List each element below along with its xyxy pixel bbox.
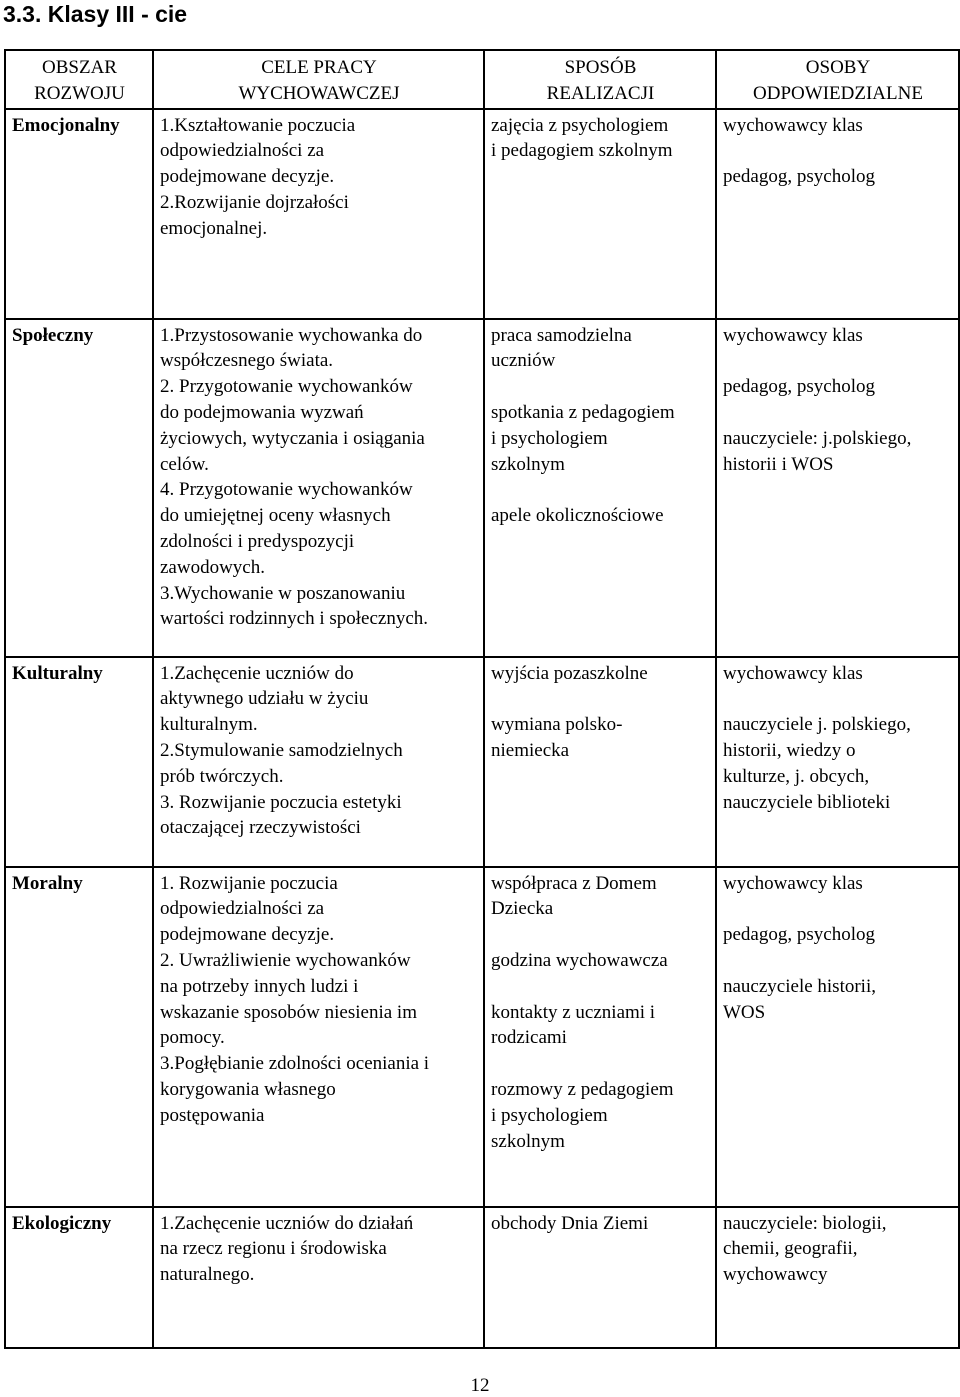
table-row <box>5 1207 959 1348</box>
goal-line: pomocy. <box>160 1027 225 1049</box>
goal-line: zawodowych. <box>160 556 265 578</box>
goal-line: kulturalnym. <box>160 714 258 736</box>
method-line: szkolnym <box>491 1130 565 1152</box>
method-line: i psychologiem <box>491 427 608 449</box>
goal-line: 1.Przystosowanie wychowanka do <box>160 324 423 346</box>
goal-line: 2. Przygotowanie wychowanków <box>160 376 413 398</box>
goal-line: 3. Rozwijanie poczucia estetyki <box>160 791 402 813</box>
person-item <box>723 922 953 948</box>
method-line: szkolnym <box>491 453 565 475</box>
method-line: wymiana polsko- <box>491 714 623 736</box>
method-line: uczniów <box>491 350 556 372</box>
table-body <box>5 109 959 1348</box>
table-row <box>5 109 959 319</box>
area-cell: Kulturalny <box>5 657 153 867</box>
method-line: godzina wychowawcza <box>491 949 668 971</box>
goal-line: na potrzeby innych ludzi i <box>160 975 359 997</box>
method-line: spotkania z pedagogiem <box>491 401 675 423</box>
method-line: zajęcia z psychologiem <box>491 114 669 136</box>
person-item <box>723 1211 953 1288</box>
area-cell: Emocjonalny <box>5 109 153 319</box>
person-line: nauczyciele: j.polskiego, <box>723 427 912 449</box>
method-line: obchody Dnia Ziemi <box>491 1212 649 1234</box>
goal-line: wartości rodzinnych i społecznych. <box>160 608 429 630</box>
header-persons: OSOBY ODPOWIEDZIALNE <box>716 50 959 109</box>
method-line: współpraca z Domem <box>491 872 657 894</box>
table-row <box>5 657 959 867</box>
person-line: pedagog, psycholog <box>723 376 875 398</box>
method-line: rozmowy z pedagogiem <box>491 1078 674 1100</box>
method-item <box>491 503 710 529</box>
person-line: WOS <box>723 1001 766 1023</box>
goals-cell <box>153 867 484 1207</box>
persons-cell <box>716 1207 959 1348</box>
methods-cell <box>484 1207 716 1348</box>
person-item <box>723 426 953 478</box>
goal-line: podejmowane decyzje. <box>160 924 335 946</box>
goal-line: współczesnego świata. <box>160 350 334 372</box>
goal-line: 2.Stymulowanie samodzielnych <box>160 739 403 761</box>
goal-line: 3.Wychowanie w poszanowaniu <box>160 582 406 604</box>
goal-line: odpowiedzialności za <box>160 898 325 920</box>
person-line: nauczyciele j. polskiego, <box>723 714 911 736</box>
person-line: wychowawcy klas <box>723 662 863 684</box>
goal-line: prób twórczych. <box>160 765 284 787</box>
goal-line: postępowania <box>160 1104 265 1126</box>
table-row <box>5 319 959 657</box>
person-line: historii i WOS <box>723 453 834 475</box>
person-line: nauczyciele historii, <box>723 975 876 997</box>
goal-line: 1.Kształtowanie poczucia <box>160 114 356 136</box>
table-row <box>5 867 959 1207</box>
goal-line: 4. Przygotowanie wychowanków <box>160 479 413 501</box>
method-line: niemiecka <box>491 739 570 761</box>
persons-cell <box>716 657 959 867</box>
goal-line: życiowych, wytyczania i osiągania <box>160 427 425 449</box>
person-line: nauczyciele biblioteki <box>723 791 891 813</box>
person-item <box>723 661 953 687</box>
goal-line: otaczającej rzeczywistości <box>160 817 361 839</box>
goal-line: 3.Pogłębianie zdolności oceniania i <box>160 1053 430 1075</box>
method-item <box>491 661 710 687</box>
person-line: pedagog, psycholog <box>723 924 875 946</box>
method-item <box>491 1000 710 1052</box>
goals-cell <box>153 319 484 657</box>
goals-cell <box>153 109 484 319</box>
person-item <box>723 113 953 139</box>
method-item <box>491 400 710 477</box>
goal-line: na rzecz regionu i środowiska <box>160 1238 387 1260</box>
person-line: kulturze, j. obcych, <box>723 765 870 787</box>
person-line: wychowawcy klas <box>723 872 863 894</box>
method-line: wyjścia pozaszkolne <box>491 662 648 684</box>
goal-line: naturalnego. <box>160 1264 255 1286</box>
person-item <box>723 164 953 190</box>
method-item <box>491 323 710 375</box>
goal-line: wskazanie sposobów niesienia im <box>160 1001 417 1023</box>
method-line: i pedagogiem szkolnym <box>491 140 673 162</box>
goal-line: zdolności i predyspozycji <box>160 530 355 552</box>
method-line: i psychologiem <box>491 1104 608 1126</box>
person-line: historii, wiedzy o <box>723 739 856 761</box>
methods-cell <box>484 867 716 1207</box>
method-line: apele okolicznościowe <box>491 505 664 527</box>
persons-cell <box>716 319 959 657</box>
goal-line: 1.Zachęcenie uczniów do działań <box>160 1212 414 1234</box>
goal-line: celów. <box>160 453 209 475</box>
goal-line: odpowiedzialności za <box>160 140 325 162</box>
methods-cell <box>484 319 716 657</box>
method-line: rodzicami <box>491 1027 567 1049</box>
goals-cell <box>153 1207 484 1348</box>
education-plan-table <box>4 49 960 1349</box>
person-item <box>723 323 953 349</box>
method-item <box>491 113 710 165</box>
methods-cell <box>484 109 716 319</box>
person-item <box>723 974 953 1026</box>
person-item <box>723 712 953 815</box>
goal-line: 1. Rozwijanie poczucia <box>160 872 338 894</box>
area-cell: Moralny <box>5 867 153 1207</box>
method-item <box>491 871 710 923</box>
persons-cell <box>716 867 959 1207</box>
person-item <box>723 374 953 400</box>
header-goals: CELE PRACY WYCHOWAWCZEJ <box>153 50 484 109</box>
goals-cell <box>153 657 484 867</box>
method-line: praca samodzielna <box>491 324 632 346</box>
header-methods: SPOSÓB REALIZACJI <box>484 50 716 109</box>
goal-line: do podejmowania wyzwań <box>160 401 364 423</box>
section-title: 3.3. Klasy III - cie <box>3 1 188 27</box>
page-number: 12 <box>470 1375 490 1396</box>
method-item <box>491 712 710 764</box>
table-header-row <box>5 50 959 109</box>
goal-line: 2. Uwrażliwienie wychowanków <box>160 949 411 971</box>
method-item <box>491 1077 710 1154</box>
method-line: kontakty z uczniami i <box>491 1001 656 1023</box>
person-line: wychowawcy <box>723 1264 828 1286</box>
method-item <box>491 948 710 974</box>
goal-line: 2.Rozwijanie dojrzałości <box>160 191 349 213</box>
methods-cell <box>484 657 716 867</box>
method-item <box>491 1211 710 1237</box>
person-line: pedagog, psycholog <box>723 166 875 188</box>
persons-cell <box>716 109 959 319</box>
person-line: wychowawcy klas <box>723 114 863 136</box>
person-line: chemii, geografii, <box>723 1238 858 1260</box>
method-line: Dziecka <box>491 898 554 920</box>
goal-line: do umiejętnej oceny własnych <box>160 505 391 527</box>
goal-line: 1.Zachęcenie uczniów do <box>160 662 354 684</box>
area-cell: Ekologiczny <box>5 1207 153 1348</box>
goal-line: aktywnego udziału w życiu <box>160 688 369 710</box>
area-cell: Społeczny <box>5 319 153 657</box>
goal-line: emocjonalnej. <box>160 217 268 239</box>
person-line: nauczyciele: biologii, <box>723 1212 887 1234</box>
person-item <box>723 871 953 897</box>
goal-line: podejmowane decyzje. <box>160 166 335 188</box>
person-line: wychowawcy klas <box>723 324 863 346</box>
header-area: OBSZAR ROZWOJU <box>5 50 153 109</box>
goal-line: korygowania własnego <box>160 1078 336 1100</box>
